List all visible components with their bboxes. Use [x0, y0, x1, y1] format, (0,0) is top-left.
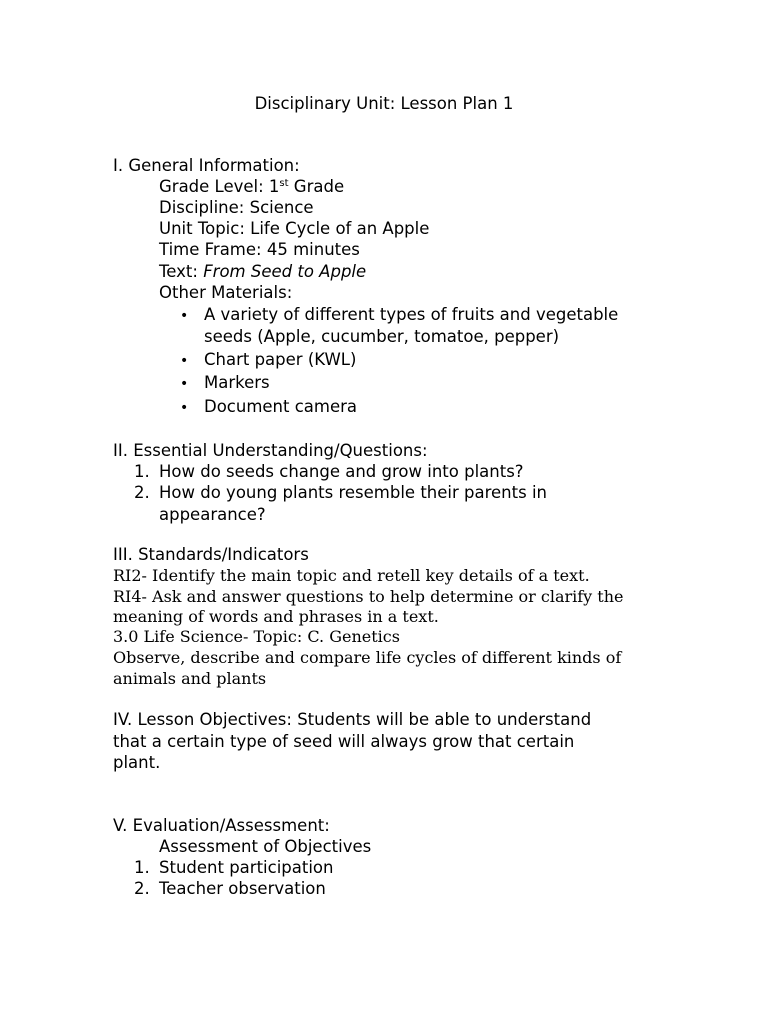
objectives-line: plant. — [113, 753, 161, 772]
standard-line: RI4- Ask and answer questions to help determine or clarify the — [113, 587, 624, 606]
grade-level-label: Grade Level: 1 — [159, 177, 280, 196]
text-line — [159, 262, 366, 282]
standard-line: 3.0 Life Science- Topic: C. Genetics — [113, 627, 400, 646]
grade-level — [159, 177, 344, 197]
grade-level-superscript: st — [279, 178, 289, 189]
evaluation-item: Teacher observation — [159, 879, 326, 898]
bullet-icon: • — [180, 376, 189, 392]
text-title: From Seed to Apple — [203, 262, 367, 281]
assessment-subheading: Assessment of Objectives — [159, 837, 372, 856]
list-number: 1. — [134, 462, 150, 481]
standard-line: animals and plants — [113, 669, 267, 688]
list-item: Chart paper (KWL) — [204, 350, 357, 369]
objectives-line: that a certain type of seed will always grow that certain — [113, 732, 575, 751]
document-title: Disciplinary Unit: Lesson Plan 1 — [254, 94, 514, 113]
question-item: How do young plants resemble their parents in — [159, 483, 547, 502]
evaluation-heading: V. Evaluation/Assessment: — [113, 816, 330, 835]
standard-line: Observe, describe and compare life cycles of different kinds of — [113, 648, 622, 667]
time-frame: Time Frame: 45 minutes — [159, 240, 360, 259]
list-item: A variety of different types of fruits and vegetable — [204, 305, 619, 324]
list-number: 1. — [134, 858, 150, 877]
question-item: How do seeds change and grow into plants? — [159, 462, 524, 481]
evaluation-item: Student participation — [159, 858, 334, 877]
text-label: Text: — [159, 262, 204, 281]
question-item-continuation: appearance? — [159, 505, 266, 524]
other-materials-heading: Other Materials: — [159, 283, 293, 302]
standard-line: RI2- Identify the main topic and retell key details of a text. — [113, 566, 590, 585]
bullet-icon: • — [180, 308, 189, 324]
objectives-line: IV. Lesson Objectives: Students will be able to understand — [113, 710, 592, 729]
bullet-icon: • — [180, 353, 189, 369]
unit-topic: Unit Topic: Life Cycle of an Apple — [159, 219, 430, 238]
standards-heading: III. Standards/Indicators — [113, 545, 309, 564]
list-item: Document camera — [204, 397, 358, 416]
discipline: Discipline: Science — [159, 198, 314, 217]
list-item-continuation: seeds (Apple, cucumber, tomatoe, pepper) — [204, 327, 560, 346]
list-number: 2. — [134, 879, 150, 898]
list-item: Markers — [204, 373, 270, 392]
standard-line: meaning of words and phrases in a text. — [113, 607, 439, 626]
bullet-icon: • — [180, 400, 189, 416]
grade-level-suffix: Grade — [288, 177, 345, 196]
general-info-heading: I. General Information: — [113, 156, 300, 175]
essential-heading: II. Essential Understanding/Questions: — [113, 441, 428, 460]
list-number: 2. — [134, 483, 150, 502]
